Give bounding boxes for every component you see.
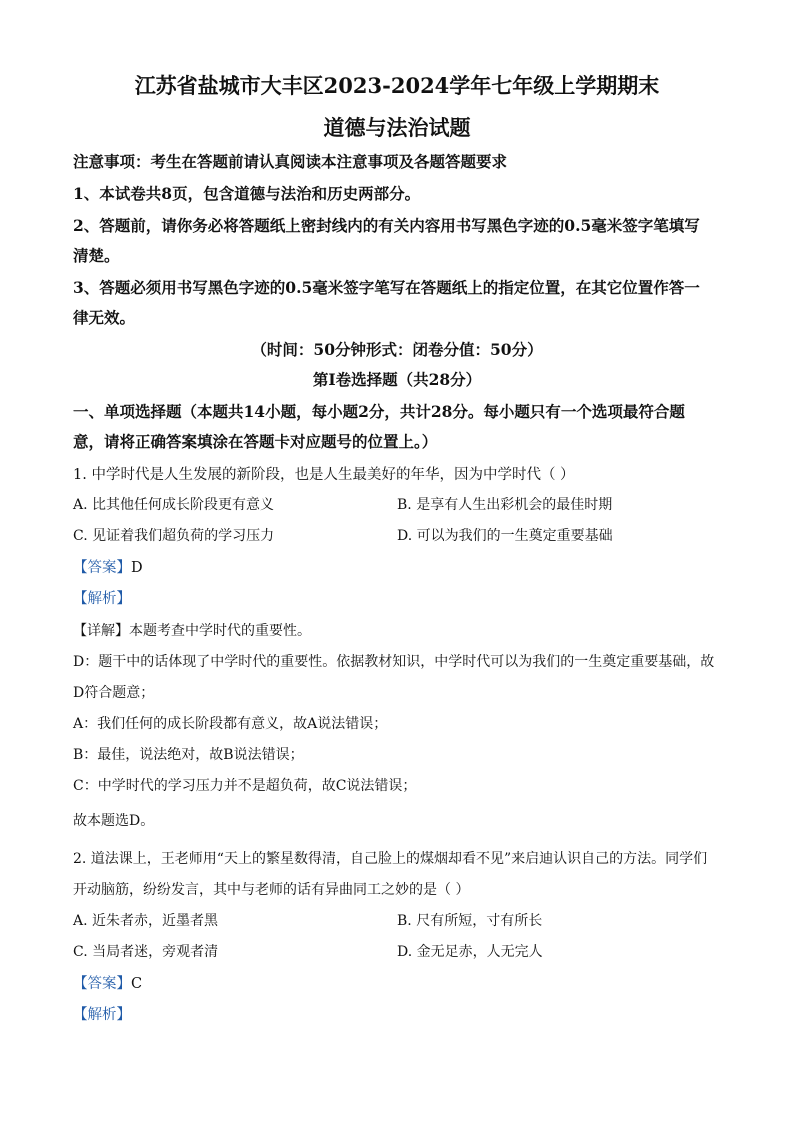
analysis-tag: 【解析】: [73, 1007, 131, 1023]
q2-option-a: A. 近朱者赤，近墨者黑: [73, 913, 219, 929]
note-2a: 2、答题前，请你务必将答题纸上密封线内的有关内容用书写黑色字迹的0.5毫米签字笔填写: [73, 216, 700, 235]
q1-explain-a: A：我们任何的成长阶段都有意义，故A说法错误；: [73, 716, 388, 732]
q2-stem-b: 开动脑筋，纷纷发言，其中与老师的话有异曲同工之妙的是（ ）: [73, 882, 470, 898]
q1-conclusion: 故本题选D。: [73, 813, 155, 829]
q1-option-b: B. 是享有人生出彩机会的最佳时期: [397, 497, 613, 513]
exam-timing: （时间：50分钟形式：闭卷分值：50分）: [251, 340, 543, 359]
answer-tag: 【答案】: [73, 560, 131, 576]
note-2b: 清楚。: [73, 246, 120, 265]
section-intro-a: 一、单项选择题（本题共14小题，每小题2分，共计28分。每小题只有一个选项最符合题: [73, 402, 685, 421]
exam-subtitle: 道德与法治试题: [323, 115, 471, 140]
note-3a: 3、答题必须用书写黑色字迹的0.5毫米签字笔写在答题纸上的指定位置，在其它位置作答一: [73, 278, 700, 297]
q2-answer: [73, 972, 723, 993]
q2-option-b: B. 尺有所短，寸有所长: [397, 913, 543, 929]
q2-stem-a: 2. 道法课上，王老师用“天上的繁星数得清，自己脸上的煤烟却看不见”来启迪认识自己的方法。同学们: [73, 851, 708, 867]
answer-value: C: [131, 976, 143, 992]
answer-value: D: [131, 560, 143, 576]
q2-option-c: C. 当局者迷，旁观者清: [73, 944, 219, 960]
q1-answer: [73, 556, 723, 577]
analysis-tag: 【解析】: [73, 591, 131, 607]
q1-explain-b: B：最佳，说法绝对，故B说法错误；: [73, 747, 304, 763]
part-title: 第Ⅰ卷选择题（共28分）: [312, 370, 482, 389]
section-intro-b: 意，请将正确答案填涂在答题卡对应题号的位置上。）: [73, 432, 438, 451]
q1-detail: [73, 620, 723, 640]
q1-explain-d-a: D：题干中的话体现了中学时代的重要性。依据教材知识，中学时代可以为我们的一生奠定重要基础，故: [73, 654, 715, 670]
q2-option-d: D. 金无足赤，人无完人: [397, 944, 543, 960]
q1-explain-d-b: D符合题意；: [73, 685, 155, 701]
q1-option-c: C. 见证着我们超负荷的学习压力: [73, 528, 275, 544]
q1-analysis: [73, 587, 723, 608]
notes-heading: 注意事项：考生在答题前请认真阅读本注意事项及各题答题要求: [73, 152, 508, 171]
detail-text: 本题考查中学时代的重要性。: [129, 623, 311, 639]
q1-option-a: A. 比其他任何成长阶段更有意义: [73, 497, 275, 513]
q1-option-d: D. 可以为我们的一生奠定重要基础: [397, 528, 613, 544]
q1-stem: 1. 中学时代是人生发展的新阶段，也是人生最美好的年华，因为中学时代（ ）: [73, 467, 575, 483]
exam-title: 江苏省盐城市大丰区2023-2024学年七年级上学期期末: [134, 73, 660, 98]
answer-tag: 【答案】: [73, 976, 131, 992]
detail-tag: 【详解】: [73, 623, 129, 639]
note-3b: 律无效。: [73, 308, 136, 327]
note-1: 1、本试卷共8页，包含道德与法治和历史两部分。: [73, 184, 421, 203]
q1-explain-c: C：中学时代的学习压力并不是超负荷，故C说法错误；: [73, 778, 417, 794]
q2-analysis: [73, 1003, 723, 1024]
